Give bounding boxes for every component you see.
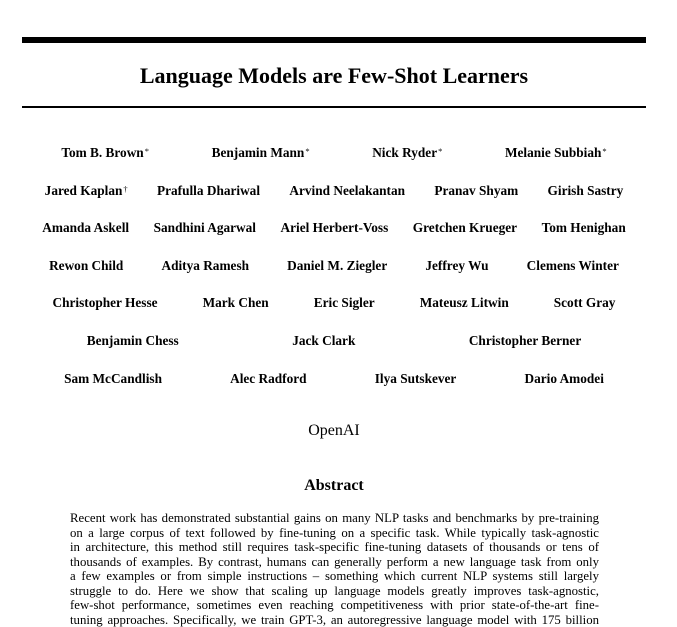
author-name-text: Tom Henighan — [542, 220, 626, 235]
author-name-text: Prafulla Dhariwal — [157, 183, 260, 198]
author-name — [372, 145, 442, 161]
author-footnote-mark: * — [145, 146, 149, 156]
abstract-line: few-shot performance, sometimes even reaching competitiveness with prior state-of-the-art fine- — [70, 598, 599, 613]
author-name-text: Jared Kaplan — [45, 183, 123, 198]
author-row — [30, 295, 638, 311]
author-name — [434, 183, 518, 199]
author-footnote-mark: * — [602, 146, 606, 156]
abstract-heading: Abstract — [0, 476, 668, 496]
abstract-line: Recent work has demonstrated substantial gains on many NLP tasks and benchmarks by pre-training — [70, 511, 599, 526]
author-name-text: Benjamin Mann — [212, 145, 305, 160]
author-name — [203, 295, 269, 311]
abstract-line: on a large corpus of text followed by fine-tuning on a specific task. While typically task-agnostic — [70, 526, 599, 541]
author-row — [30, 145, 638, 161]
author-name — [413, 220, 517, 236]
title-bottom-rule — [22, 106, 646, 108]
author-name — [53, 295, 158, 311]
author-name-text: Alec Radford — [230, 371, 306, 386]
author-name-text: Arvind Neelakantan — [289, 183, 405, 198]
author-name-text: Eric Sigler — [314, 295, 375, 310]
author-name — [425, 258, 488, 274]
author-name-text: Mateusz Litwin — [420, 295, 509, 310]
author-name-text: Clemens Winter — [527, 258, 619, 273]
abstract-line: in architecture, this method still requires task-specific fine-tuning datasets of thousands or tens of — [70, 540, 599, 555]
author-name — [289, 183, 405, 199]
author-name-text: Christopher Berner — [469, 333, 581, 348]
author-name — [87, 333, 179, 349]
author-name-text: Daniel M. Ziegler — [287, 258, 387, 273]
author-row — [30, 258, 638, 274]
author-name-text: Amanda Askell — [42, 220, 129, 235]
author-name-text: Rewon Child — [49, 258, 123, 273]
author-name-text: Jack Clark — [292, 333, 355, 348]
author-name-text: Pranav Shyam — [434, 183, 518, 198]
author-name-text: Gretchen Krueger — [413, 220, 517, 235]
author-name — [212, 145, 310, 161]
author-name-text: Mark Chen — [203, 295, 269, 310]
author-name — [548, 183, 624, 199]
author-name — [157, 183, 260, 199]
author-name-text: Aditya Ramesh — [161, 258, 249, 273]
abstract-line: struggle to do. Here we show that scaling up language models greatly improves task-agnostic, — [70, 584, 599, 599]
author-name — [375, 371, 457, 387]
author-row — [30, 371, 638, 387]
author-name-text: Dario Amodei — [524, 371, 603, 386]
author-name — [287, 258, 387, 274]
author-name — [49, 258, 123, 274]
author-name — [61, 145, 149, 161]
paper-title: Language Models are Few-Shot Learners — [0, 62, 668, 90]
author-name-text: Girish Sastry — [548, 183, 624, 198]
author-name-text: Tom B. Brown — [61, 145, 143, 160]
author-name — [505, 145, 607, 161]
abstract-line: thousands of examples. By contrast, humans can generally perform a new language task from only — [70, 555, 599, 570]
author-name — [542, 220, 626, 236]
author-name — [64, 371, 162, 387]
author-name — [527, 258, 619, 274]
author-name-text: Benjamin Chess — [87, 333, 179, 348]
author-name-text: Sam McCandlish — [64, 371, 162, 386]
top-rule — [22, 37, 646, 43]
author-footnote-mark: † — [123, 184, 127, 194]
author-name-text: Christopher Hesse — [53, 295, 158, 310]
author-name-text: Ilya Sutskever — [375, 371, 457, 386]
author-row — [30, 333, 638, 349]
abstract-body — [70, 511, 599, 627]
abstract-line: tuning approaches. Specifically, we train GPT-3, an autoregressive language model with 175 billion — [70, 613, 599, 627]
author-footnote-mark: * — [438, 146, 442, 156]
author-name — [45, 183, 128, 199]
author-name — [230, 371, 306, 387]
author-name-text: Sandhini Agarwal — [154, 220, 256, 235]
author-name — [161, 258, 249, 274]
author-name — [469, 333, 581, 349]
author-name — [524, 371, 603, 387]
author-footnote-mark: * — [305, 146, 309, 156]
author-name — [281, 220, 389, 236]
author-name — [314, 295, 375, 311]
author-name — [292, 333, 355, 349]
author-name — [420, 295, 509, 311]
author-row — [30, 183, 638, 199]
author-name — [154, 220, 256, 236]
abstract-line: a few examples or from simple instructions – something which current NLP systems still largely — [70, 569, 599, 584]
author-row — [30, 220, 638, 236]
author-name-text: Ariel Herbert-Voss — [281, 220, 389, 235]
author-name — [554, 295, 616, 311]
author-name — [42, 220, 129, 236]
affiliation: OpenAI — [0, 421, 668, 441]
author-name-text: Jeffrey Wu — [425, 258, 488, 273]
author-name-text: Scott Gray — [554, 295, 616, 310]
author-name-text: Nick Ryder — [372, 145, 437, 160]
author-name-text: Melanie Subbiah — [505, 145, 601, 160]
